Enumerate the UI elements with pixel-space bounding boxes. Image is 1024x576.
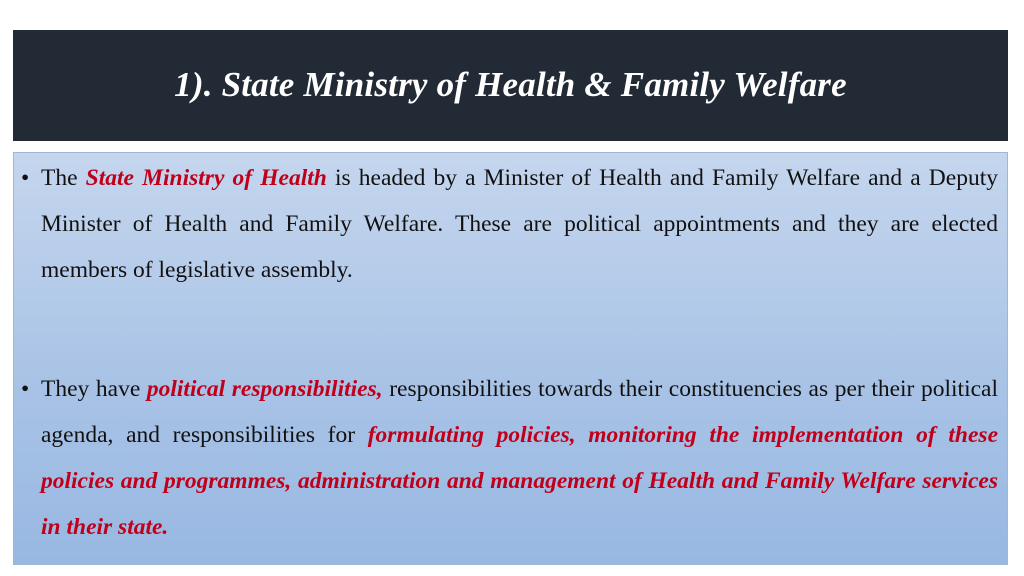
bullet-item-1 [21,155,998,293]
title-bar [13,30,1008,141]
bullet-item-2 [21,366,998,550]
bullet-1-highlight: State Ministry of Health [85,165,327,191]
bullet-2-text-pre: They have [41,376,147,402]
bullet-1-text-pre: The [41,165,86,191]
content-box [13,152,1008,565]
bullet-dot-icon: • [21,165,30,191]
bullet-2-text-mid: responsibilities towards their constituencies as per their political agenda, and responsibilities for [41,376,998,448]
bullet-1-text-post: is headed by a Minister of Health and Family Welfare and a Deputy Minister of Health and Family Welfare. These are political appointments and they are elected members of legislative assembly. [41,165,998,283]
slide-title: 1). State Ministry of Health & Family Welfare [174,64,847,104]
bullet-2-highlight: political responsibilities, [146,376,383,402]
bullet-dot-icon: • [21,376,30,402]
bullet-2-highlight-2: formulating policies, monitoring the implementation of these policies and programmes, administration and management of Health and Family Welfare services in their state. [41,422,999,540]
